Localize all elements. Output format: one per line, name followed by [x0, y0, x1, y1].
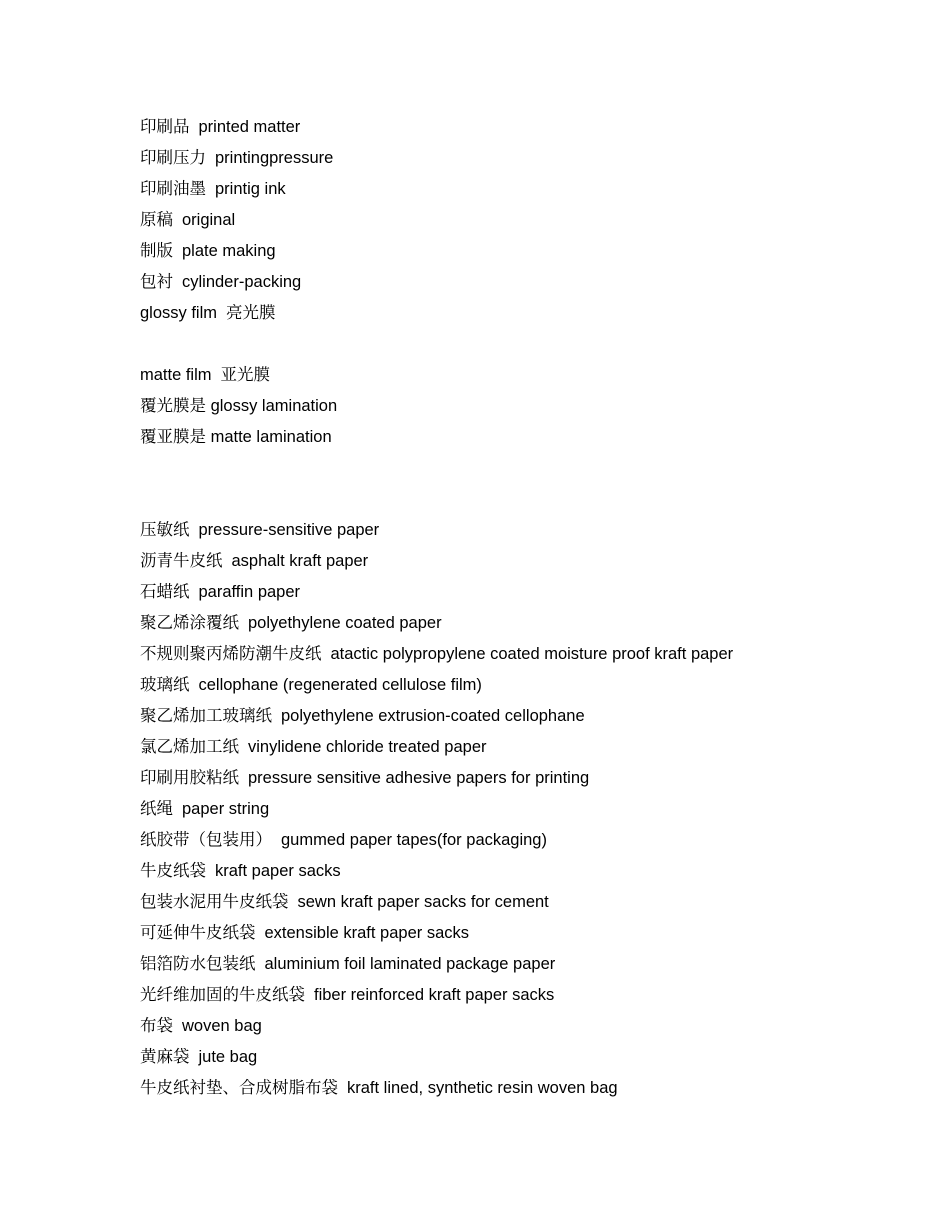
- glossary-line: [140, 607, 920, 638]
- glossary-term: 黄麻袋: [140, 1047, 190, 1066]
- glossary-translation: jute bag: [198, 1048, 258, 1066]
- glossary-term: 沥青牛皮纸: [140, 551, 223, 570]
- glossary-translation: 亚光膜: [220, 365, 271, 384]
- glossary-translation: printed matter: [198, 118, 301, 136]
- glossary-translation: 亮光膜: [226, 303, 276, 322]
- glossary-term: matte film: [140, 366, 212, 384]
- glossary-term: 光纤维加固的牛皮纸袋: [140, 985, 305, 1004]
- glossary-translation: woven bag: [182, 1017, 262, 1035]
- glossary-term: 纸绳: [140, 799, 173, 818]
- glossary-term: 铝箔防水包装纸: [140, 954, 256, 973]
- glossary-term: 牛皮纸袋: [140, 861, 206, 880]
- glossary-line: [140, 390, 920, 421]
- glossary-translation: original: [182, 211, 236, 229]
- glossary-term: 印刷压力: [140, 148, 206, 167]
- glossary-line: [140, 793, 920, 824]
- glossary-term: 包装水泥用牛皮纸袋: [140, 892, 289, 911]
- glossary-term: 原稿: [140, 210, 173, 229]
- blank-line: [140, 483, 920, 514]
- glossary-term: 不规则聚丙烯防潮牛皮纸: [140, 644, 322, 663]
- glossary-translation: aluminium foil laminated package paper: [264, 955, 556, 973]
- glossary-line: [140, 731, 920, 762]
- glossary-term: 印刷品: [140, 117, 190, 136]
- glossary-term: 玻璃纸: [140, 675, 190, 694]
- glossary-translation: printig ink: [215, 180, 286, 198]
- glossary-translation: pressure-sensitive paper: [198, 521, 380, 539]
- glossary-line: [140, 173, 920, 204]
- glossary-line-text: 覆光膜是 glossy lamination: [140, 396, 338, 415]
- glossary-translation: polyethylene coated paper: [248, 614, 442, 632]
- glossary-translation: cylinder-packing: [182, 273, 302, 291]
- glossary-translation: asphalt kraft paper: [231, 552, 369, 570]
- glossary-translation: gummed paper tapes(for packaging): [281, 831, 547, 849]
- glossary-line: [140, 359, 920, 390]
- glossary-term: 印刷油墨: [140, 179, 206, 198]
- glossary-line: [140, 514, 920, 545]
- glossary-term: 布袋: [140, 1016, 173, 1035]
- glossary-translation: extensible kraft paper sacks: [264, 924, 470, 942]
- glossary-line: [140, 638, 920, 669]
- glossary-line: [140, 948, 920, 979]
- glossary-term: 氯乙烯加工纸: [140, 737, 239, 756]
- glossary-line: [140, 297, 920, 328]
- glossary-translation: kraft lined, synthetic resin woven bag: [347, 1079, 618, 1097]
- glossary-line: [140, 1072, 920, 1103]
- glossary-line: [140, 421, 920, 452]
- glossary-line: [140, 979, 920, 1010]
- glossary-line: [140, 204, 920, 235]
- glossary-line: [140, 545, 920, 576]
- glossary-line: [140, 700, 920, 731]
- glossary-line: [140, 235, 920, 266]
- glossary-term: glossy film: [140, 304, 218, 322]
- blank-line: [140, 452, 920, 483]
- glossary-line: [140, 669, 920, 700]
- glossary-translation: kraft paper sacks: [215, 862, 341, 880]
- glossary-term: 聚乙烯加工玻璃纸: [140, 706, 272, 725]
- glossary-translation: polyethylene extrusion-coated cellophane: [281, 707, 585, 725]
- glossary-line: [140, 886, 920, 917]
- glossary-term: 可延伸牛皮纸袋: [140, 923, 256, 942]
- glossary-list: [140, 111, 920, 1103]
- glossary-line: [140, 142, 920, 173]
- glossary-translation: pressure sensitive adhesive papers for printing: [248, 769, 590, 787]
- glossary-term: 纸胶带（包装用）: [140, 830, 272, 849]
- glossary-translation: printingpressure: [215, 149, 334, 167]
- glossary-term: 压敏纸: [140, 520, 190, 539]
- blank-line: [140, 328, 920, 359]
- glossary-translation: fiber reinforced kraft paper sacks: [314, 986, 555, 1004]
- glossary-term: 石蜡纸: [140, 582, 190, 601]
- glossary-line: [140, 1041, 920, 1072]
- glossary-line: [140, 111, 920, 142]
- glossary-translation: cellophane (regenerated cellulose film): [198, 676, 482, 694]
- glossary-translation: sewn kraft paper sacks for cement: [297, 893, 549, 911]
- glossary-line-text: 覆亚膜是 matte lamination: [140, 427, 332, 446]
- glossary-translation: plate making: [182, 242, 276, 260]
- glossary-line: [140, 824, 920, 855]
- glossary-term: 包衬: [140, 272, 173, 291]
- glossary-line: [140, 917, 920, 948]
- glossary-line: [140, 266, 920, 297]
- glossary-translation: paper string: [182, 800, 270, 818]
- glossary-translation: paraffin paper: [198, 583, 301, 601]
- glossary-line: [140, 1010, 920, 1041]
- glossary-line: [140, 576, 920, 607]
- glossary-term: 印刷用胶粘纸: [140, 768, 239, 787]
- glossary-term: 制版: [140, 241, 173, 260]
- glossary-translation: atactic polypropylene coated moisture proof kraft paper: [330, 645, 734, 663]
- glossary-translation: vinylidene chloride treated paper: [248, 738, 487, 756]
- glossary-line: [140, 762, 920, 793]
- glossary-term: 牛皮纸衬垫、合成树脂布袋: [140, 1078, 338, 1097]
- glossary-line: [140, 855, 920, 886]
- glossary-term: 聚乙烯涂覆纸: [140, 613, 239, 632]
